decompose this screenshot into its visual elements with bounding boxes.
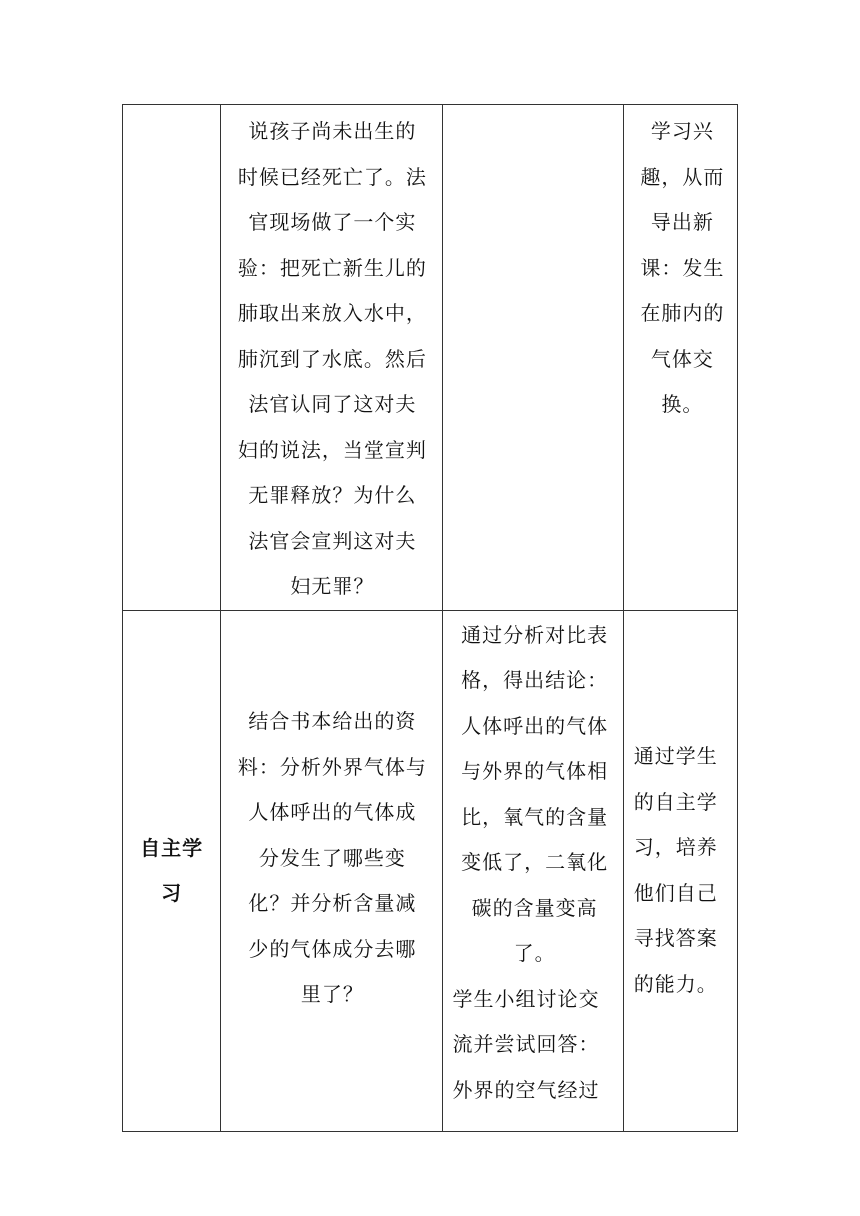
student-activity-conclusion: 通过分析对比表 格，得出结论： 人体呼出的气体 与外界的气体相 比，氧气的含量 变低了，二氧化 碳的含量变高 了。 <box>461 622 609 965</box>
student-activity-discussion: 学生小组讨论交 流并尝试回答： 外界的空气经过 <box>452 986 600 1102</box>
section-cell <box>123 105 221 611</box>
table-row <box>123 610 738 1131</box>
lesson-plan-table <box>122 104 738 1132</box>
teacher-activity-cell: 说孩子尚未出生的 时候已经死亡了。法 官现场做了一个实 验：把死亡新生儿的 肺取出来放入水中， 肺沉到了水底。然后 法官认同了这对夫 妇的说法，当堂宣判 无罪释放？为什么 法官会宣判这对夫 妇无罪？ <box>221 105 442 611</box>
student-activity-cell <box>442 610 623 1131</box>
design-intent-cell: 学习兴 趣，从而 导出新 课：发生 在肺内的 气体交 换。 <box>623 105 737 611</box>
student-activity-cell <box>442 105 623 611</box>
table-row <box>123 105 738 611</box>
section-cell: 自主学 习 <box>123 610 221 1131</box>
teacher-activity-cell: 结合书本给出的资 料：分析外界气体与 人体呼出的气体成 分发生了哪些变 化？并分析含量减 少的气体成分去哪 里了？ <box>221 610 442 1131</box>
design-intent-cell: 通过学生 的自主学 习，培养 他们自己 寻找答案 的能力。 <box>623 610 737 1131</box>
